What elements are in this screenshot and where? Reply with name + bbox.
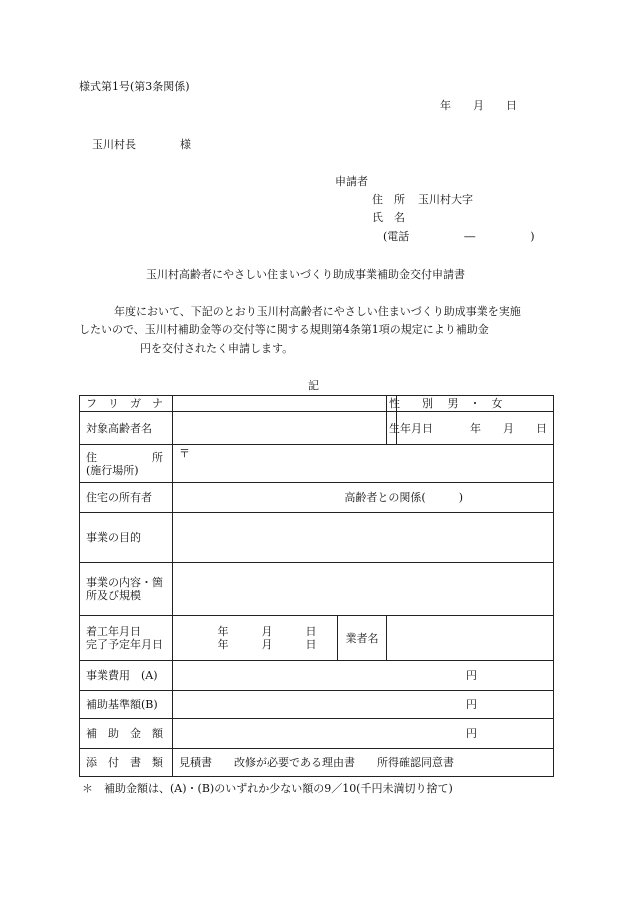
applicant-address-label: 住 所	[372, 193, 405, 206]
table-row	[80, 513, 554, 563]
table-row	[80, 445, 554, 483]
subsidy-field[interactable]	[173, 719, 554, 749]
start-label: 着工年月日	[86, 625, 141, 638]
relation-label: 高齢者との関係( )	[344, 491, 463, 504]
address-field[interactable]	[173, 445, 554, 483]
date-line: 年 月 日	[440, 99, 517, 112]
body-line-2: したいので、玉川村補助金等の交付等に関する規則第4条第1項の規定により補助金	[79, 323, 489, 336]
content-label-line-2: 所及び規模	[86, 589, 141, 602]
purpose-label: 事業の目的	[80, 513, 173, 563]
address-label-line-1: 住 所	[86, 450, 163, 464]
subsidy-yen: 円	[466, 727, 477, 740]
document-title: 玉川村高齢者にやさしい住まいづくり助成事業補助金交付申請書	[146, 268, 465, 281]
table-row	[80, 691, 554, 719]
postal-mark: 〒	[179, 447, 190, 460]
end-value: 年 月 日	[217, 638, 317, 651]
applicant-heading: 申請者	[335, 175, 368, 188]
base-label: 補助基準額(B)	[80, 691, 173, 719]
address-label-line-2: (施行場所)	[86, 463, 139, 477]
body-line-1: 年度において、下記のとおり玉川村高齢者にやさしい住まいづくり助成事業を実施	[114, 305, 521, 318]
body-line-3: 円を交付されたく申請します。	[140, 342, 294, 355]
owner-field[interactable]	[173, 483, 554, 513]
addressee: 玉川村長 様	[92, 138, 191, 151]
attachments-field: 見積書 改修が必要である理由書 所得確認同意書	[173, 749, 554, 777]
cost-yen: 円	[466, 669, 477, 682]
attachments-label: 添 付 書 類	[80, 749, 173, 777]
table-row	[80, 412, 554, 445]
gender-value[interactable]: 男 ・ 女	[397, 396, 554, 412]
applicant-name-label: 氏 名	[372, 211, 405, 224]
applicant-phone: (電話 ― )	[383, 230, 535, 243]
elderly-name-label: 対象高齢者名	[80, 412, 173, 445]
table-row	[80, 719, 554, 749]
subsidy-label: 補 助 金 額	[80, 719, 173, 749]
ki-heading: 記	[308, 379, 319, 392]
table-row	[80, 616, 554, 661]
schedule-label	[80, 616, 173, 661]
cost-label: 事業費用 (A)	[80, 661, 173, 691]
schedule-field[interactable]	[173, 616, 338, 661]
footnote: ＊ 補助金額は、(A)・(B)のいずれか少ない額の9／10(千円未満切り捨て)	[82, 782, 453, 795]
applicant-address-value: 玉川村大字	[418, 193, 473, 206]
cost-field[interactable]	[173, 661, 554, 691]
furigana-label: フ リ ガ ナ	[80, 396, 173, 412]
table-row	[80, 749, 554, 777]
table-row	[80, 396, 554, 412]
address-label	[80, 445, 173, 483]
birthdate-value[interactable]: 年 月 日	[397, 412, 554, 445]
content-label-line-1: 事業の内容・箇	[86, 576, 163, 589]
end-label: 完了予定年月日	[86, 638, 163, 651]
table-row	[80, 563, 554, 616]
gender-label: 性 別	[387, 396, 397, 412]
table-row	[80, 661, 554, 691]
start-value: 年 月 日	[217, 625, 317, 638]
vendor-field[interactable]	[387, 616, 554, 661]
vendor-label: 業者名	[338, 616, 387, 661]
base-field[interactable]	[173, 691, 554, 719]
base-yen: 円	[466, 698, 477, 711]
content-label	[80, 563, 173, 616]
furigana-field[interactable]	[173, 396, 387, 412]
purpose-field[interactable]	[173, 513, 554, 563]
elderly-name-field[interactable]	[173, 412, 387, 445]
owner-label: 住宅の所有者	[80, 483, 173, 513]
form-number: 様式第1号(第3条関係)	[79, 80, 190, 93]
application-table	[79, 395, 554, 777]
table-row	[80, 483, 554, 513]
content-field[interactable]	[173, 563, 554, 616]
birthdate-label: 生年月日	[387, 412, 397, 445]
